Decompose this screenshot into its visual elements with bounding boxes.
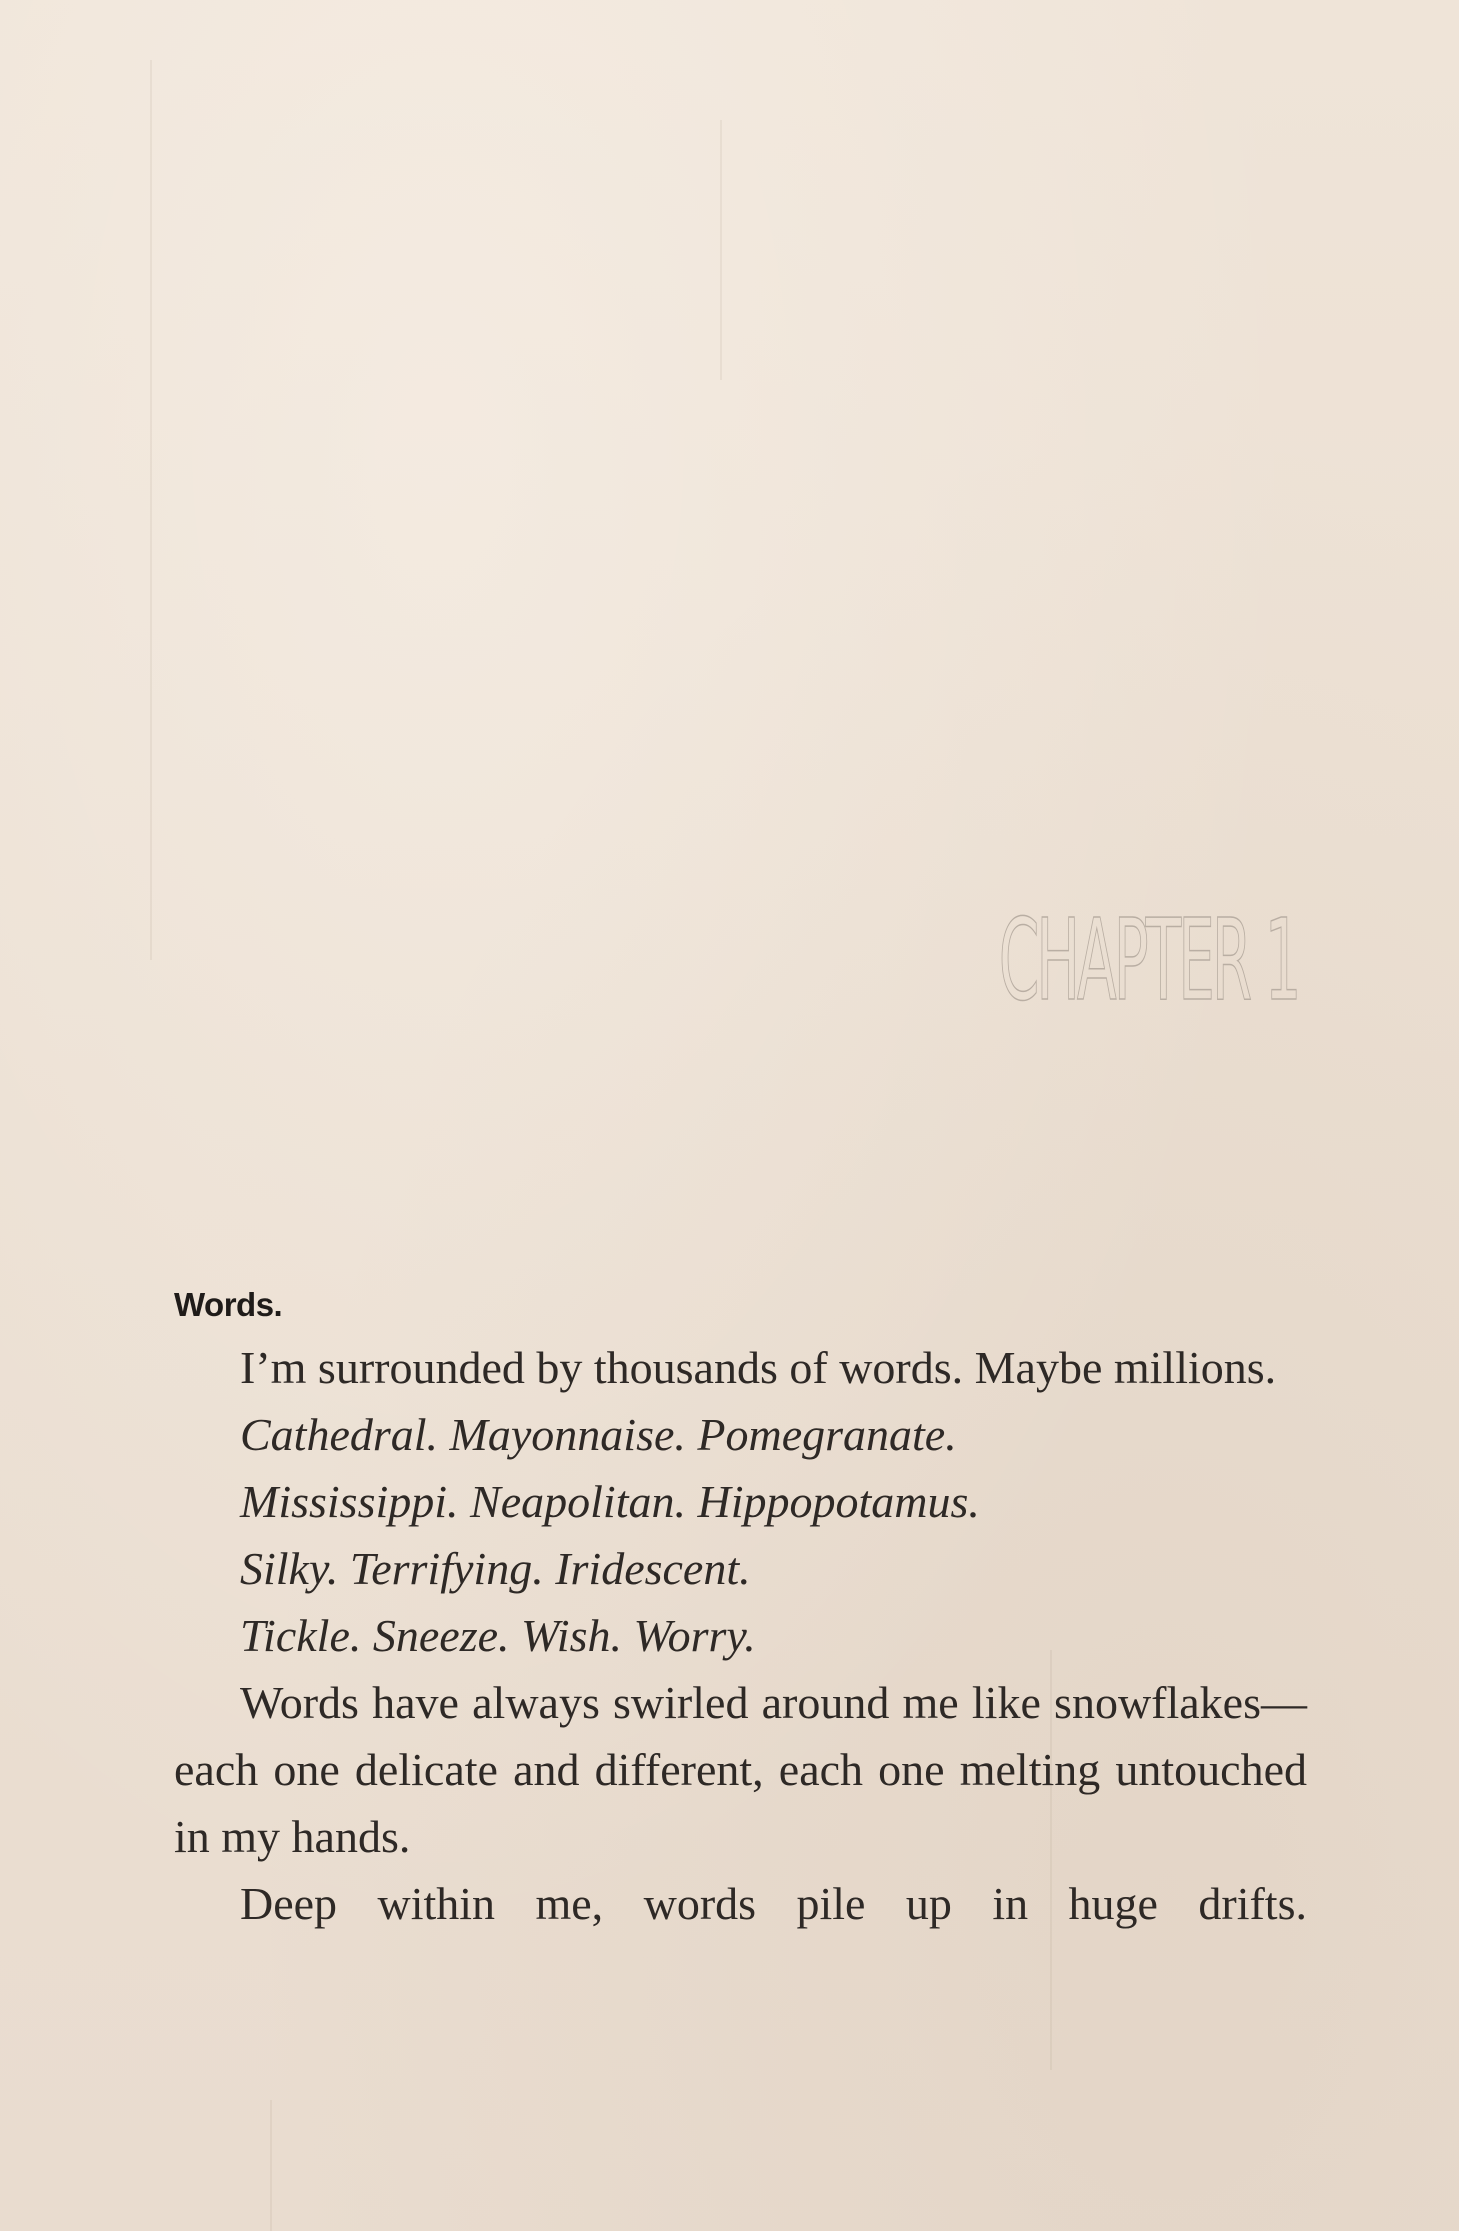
lead-word: Words. [174, 1286, 283, 1323]
paper-streak [270, 2100, 272, 2231]
word-list-line-3: Silky. Terrifying. Iridescent. [240, 1543, 751, 1594]
paragraph-3: Deep within me, words pile up in huge drifts. [240, 1878, 1307, 1929]
paper-streak [150, 60, 152, 960]
paragraph-1: I’m surrounded by thousands of words. Maybe millions. [240, 1342, 1277, 1393]
paragraph-2: Words have always swirled around me like snowflakes—each one delicate and different, each one melting untouched in my hands. [174, 1677, 1307, 1862]
body-text [174, 1276, 1307, 1937]
word-list-line-2: Mississippi. Neapolitan. Hippopotamus. [240, 1476, 980, 1527]
word-list-line-4: Tickle. Sneeze. Wish. Worry. [240, 1610, 756, 1661]
paper-streak [720, 120, 722, 380]
chapter-heading: CHAPTER 1 [998, 896, 1298, 1026]
word-list-line-1: Cathedral. Mayonnaise. Pomegranate. [240, 1409, 957, 1460]
